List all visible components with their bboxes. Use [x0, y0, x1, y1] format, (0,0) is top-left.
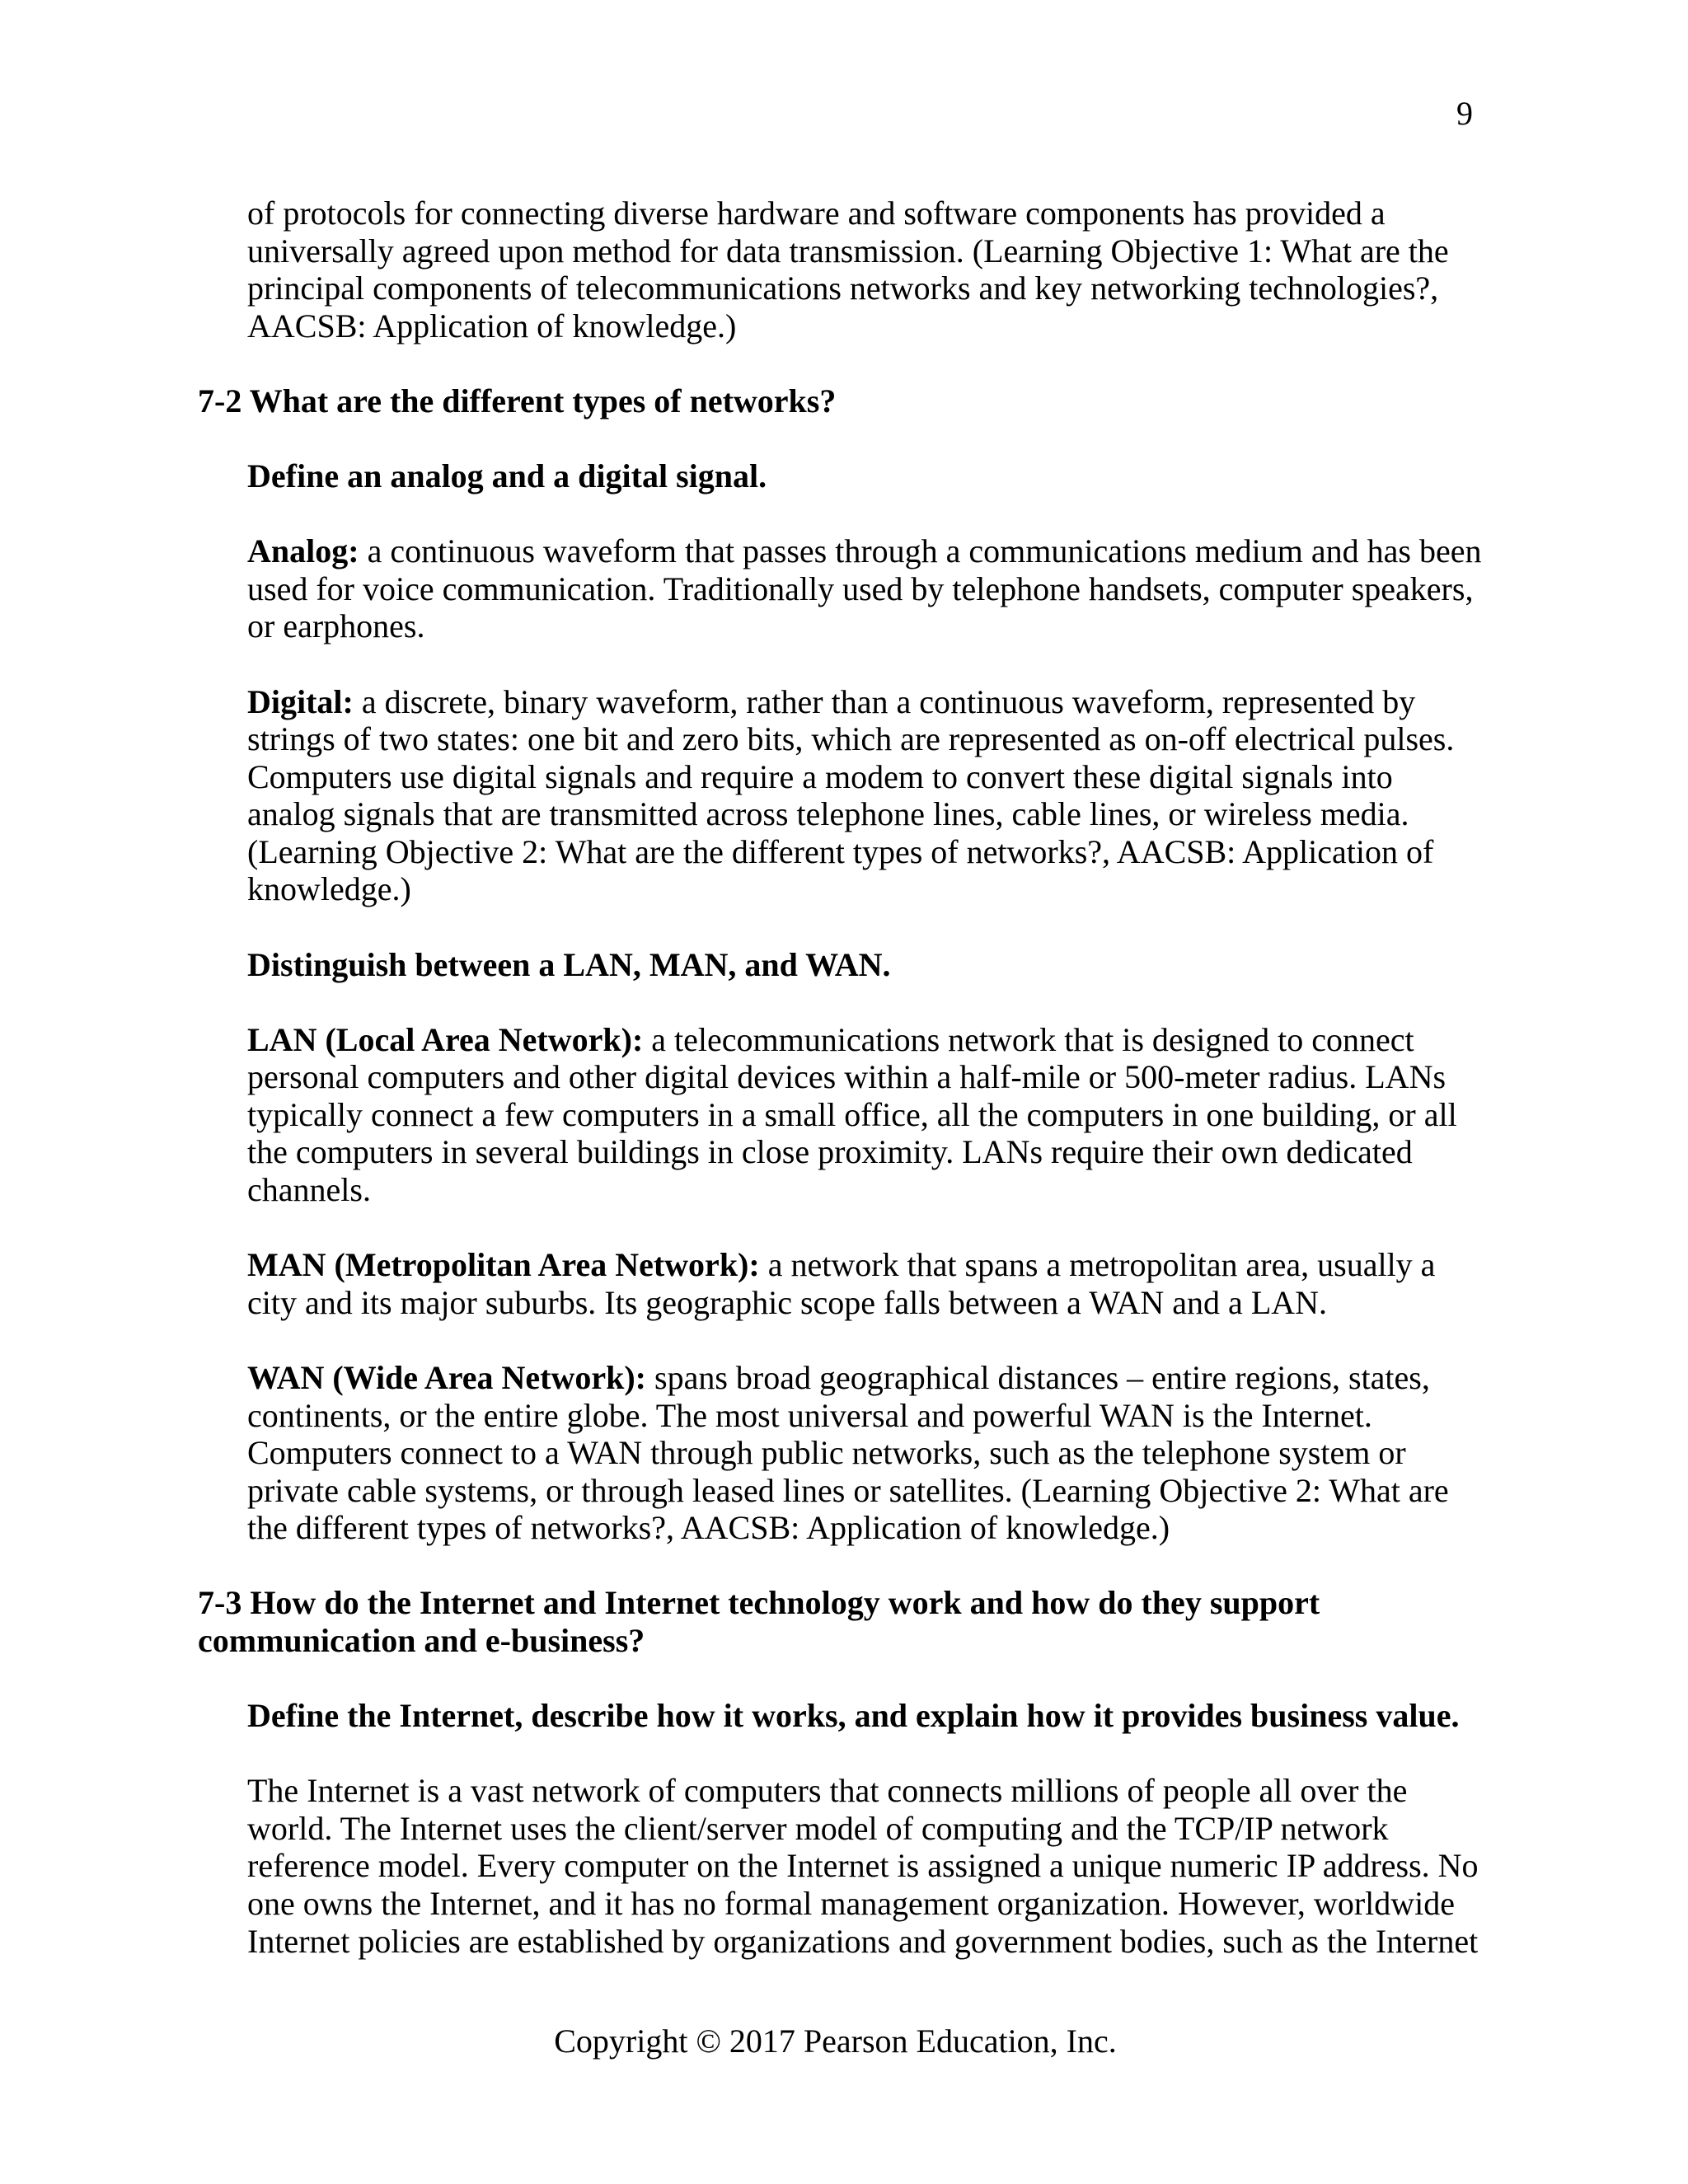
definition-line: Computers use digital signals and require a modem to convert these digital signals into: [247, 757, 1393, 795]
definition-line: (Learning Objective 2: What are the different types of networks?, AACSB: Application of: [247, 832, 1434, 870]
definition-text: a continuous waveform that passes through a communications medium and has been: [367, 532, 1482, 570]
paragraph-line: universally agreed upon method for data transmission. (Learning Objective 1: What are the: [247, 232, 1449, 269]
paragraph-line: principal components of telecommunications networks and key networking technologies?,: [247, 269, 1439, 307]
definition-line: used for voice communication. Traditionally used by telephone handsets, computer speakers,: [247, 569, 1474, 607]
question-prompt: Define the Internet, describe how it works, and explain how it provides business value.: [247, 1697, 1460, 1735]
definition-first-line: [247, 1021, 1473, 1059]
definition-first-line: [247, 532, 1482, 570]
term-label: Analog:: [247, 532, 359, 570]
term-label: WAN (Wide Area Network):: [247, 1358, 647, 1396]
definition-line: the computers in several buildings in close proximity. LANs require their own dedicated: [247, 1133, 1413, 1171]
question-prompt: Define an analog and a digital signal.: [247, 457, 767, 495]
term-label: LAN (Local Area Network):: [247, 1020, 644, 1058]
answer-line: reference model. Every computer on the Internet is assigned a unique numeric IP address. No: [247, 1847, 1479, 1885]
definition-line: continents, or the entire globe. The most universal and powerful WAN is the Internet.: [247, 1396, 1372, 1434]
copyright-footer: Copyright © 2017 Pearson Education, Inc.: [554, 2022, 1117, 2060]
definition-text: a discrete, binary waveform, rather than a continuous waveform, represented by: [361, 682, 1416, 720]
definition-text: a telecommunications network that is designed to connect: [651, 1020, 1414, 1058]
term-label: MAN (Metropolitan Area Network):: [247, 1246, 760, 1284]
definition-line: channels.: [247, 1171, 371, 1209]
definition-digital: [198, 683, 1473, 908]
definition-line: analog signals that are transmitted across telephone lines, cable lines, or wireless media.: [247, 795, 1409, 833]
definition-line: knowledge.): [247, 870, 411, 908]
answer-line: Internet policies are established by organizations and government bodies, such as the Internet: [247, 1922, 1479, 1960]
term-label: Digital:: [247, 682, 354, 720]
answer-line: The Internet is a vast network of computers that connects millions of people all over the: [247, 1772, 1408, 1810]
definition-wan: [198, 1359, 1473, 1547]
definition-analog: [198, 532, 1482, 645]
section-heading-line: 7-2 What are the different types of networks?: [198, 382, 837, 419]
definition-line: strings of two states: one bit and zero bits, which are represented as on-off electrical pulses.: [247, 720, 1455, 758]
definition-man: [198, 1246, 1473, 1321]
definition-line: personal computers and other digital devices within a half-mile or 500-meter radius. LANs: [247, 1058, 1447, 1096]
question-define-internet: [198, 1697, 1473, 1735]
definition-text: spans broad geographical distances – entire regions, states,: [654, 1358, 1430, 1396]
answer-define-internet: [198, 1772, 1479, 1960]
definition-lan: [198, 1021, 1473, 1209]
answer-line: world. The Internet uses the client/server model of computing and the TCP/IP network: [247, 1809, 1389, 1847]
question-prompt: Distinguish between a LAN, MAN, and WAN.: [247, 945, 891, 983]
continued-paragraph: [198, 194, 1473, 344]
definition-line: the different types of networks?, AACSB: Application of knowledge.): [247, 1509, 1170, 1547]
section-heading-7-3: [198, 1584, 1473, 1659]
paragraph-line: AACSB: Application of knowledge.): [247, 307, 737, 344]
definition-line: typically connect a few computers in a small office, all the computers in one building, or all: [247, 1095, 1457, 1133]
definition-first-line: [247, 683, 1473, 721]
definition-line: or earphones.: [247, 607, 425, 645]
question-analog-digital: [198, 457, 1473, 495]
definition-line: city and its major suburbs. Its geographic scope falls between a WAN and a LAN.: [247, 1283, 1328, 1321]
definition-first-line: [247, 1246, 1473, 1284]
section-heading-line: 7-3 How do the Internet and Internet technology work and how do they support: [198, 1584, 1320, 1622]
definition-text: a network that spans a metropolitan area, usually a: [767, 1246, 1436, 1284]
answer-line: one owns the Internet, and it has no formal management organization. However, worldwide: [247, 1885, 1455, 1923]
definition-line: Computers connect to a WAN through public networks, such as the telephone system or: [247, 1434, 1406, 1472]
question-lan-man-wan: [198, 946, 1473, 984]
section-heading-7-2: [198, 382, 1473, 420]
paragraph-line: of protocols for connecting diverse hardware and software components has provided a: [247, 194, 1386, 232]
page-number: 9: [1456, 95, 1473, 132]
definition-first-line: [247, 1359, 1473, 1397]
definition-line: private cable systems, or through leased lines or satellites. (Learning Objective 2: What are: [247, 1471, 1449, 1509]
section-heading-line: communication and e-business?: [198, 1621, 645, 1659]
page-body: [198, 194, 1482, 1960]
